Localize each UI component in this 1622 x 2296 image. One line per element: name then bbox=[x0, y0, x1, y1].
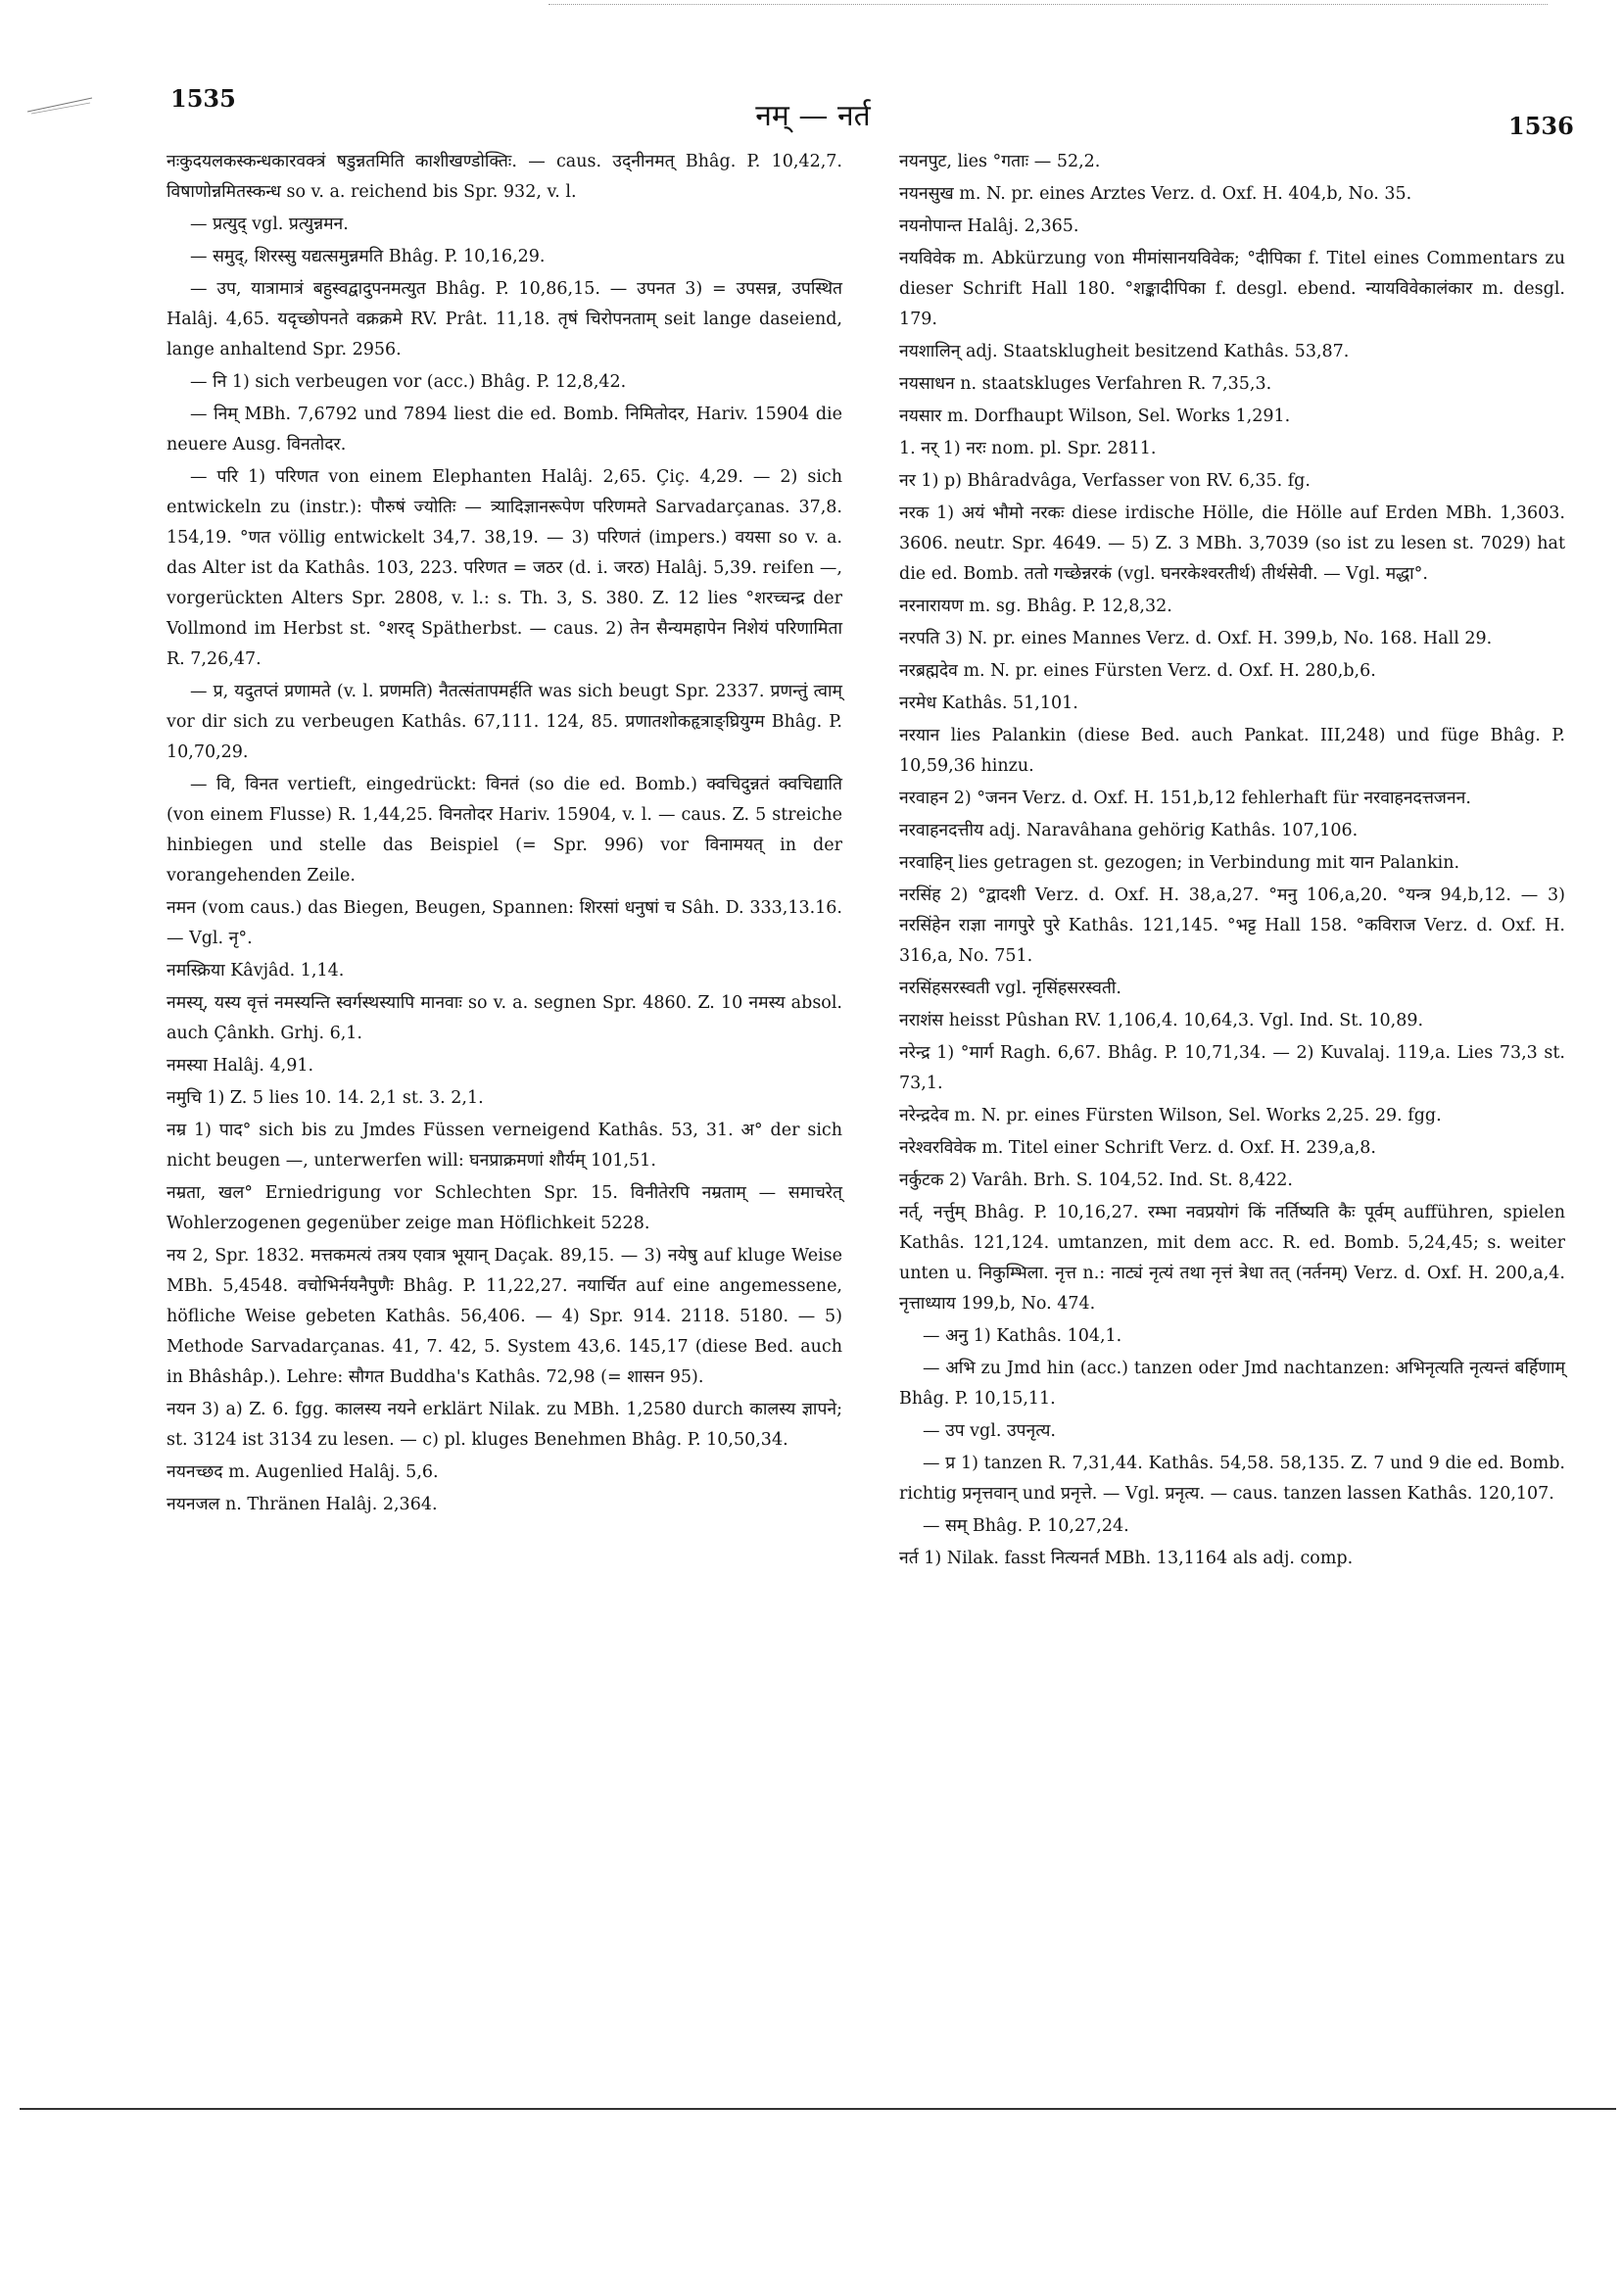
dictionary-entry: नयनच्छद m. Augenlied Halâj. 5,6. bbox=[167, 1462, 439, 1482]
page-number-left: 1535 bbox=[170, 84, 236, 113]
dictionary-entry: नरसिंहसरस्वती vgl. नृसिंहसरस्वती. bbox=[899, 979, 1121, 998]
dictionary-entry: — अनु 1) Kathâs. 104,1. bbox=[923, 1326, 1122, 1346]
dictionary-entry: नयनपुट, lies °गताः — 52,2. bbox=[899, 152, 1101, 171]
dictionary-entry: — प्र 1) tanzen R. 7,31,44. Kathâs. 54,58. 58,135. Z. 7 und 9 die ed. Bomb. richtig प्रनृत्तवान् und प्रनृत्ते. — Vgl. प्रनृत्य. — caus. tanzen lassen Kathâs. 120,107. bbox=[899, 1454, 1565, 1504]
dictionary-entry: नम्र 1) पाद° sich bis zu Jmdes Füssen verneigend Kathâs. 53, 31. अ° der sich nicht beugen —, unterwerfen will: घनप्राक्रमणां शौर्यम् 101,51. bbox=[167, 1121, 842, 1171]
top-dotted-rule bbox=[549, 4, 1548, 5]
bottom-rule bbox=[20, 2108, 1616, 2110]
dictionary-entry: नरब्रह्मदेव m. N. pr. eines Fürsten Verz. d. Oxf. H. 280,b,6. bbox=[899, 661, 1376, 681]
dictionary-entry: नरेन्द्र 1) °मार्ग Ragh. 6,67. Bhâg. P. 10,71,34. — 2) Kuvalaj. 119,a. Lies 73,3 st. 73,1. bbox=[899, 1043, 1565, 1093]
dictionary-entry: नर्त 1) Nilak. fasst नित्यनर्त MBh. 13,1164 als adj. comp. bbox=[899, 1549, 1354, 1568]
dictionary-entry: नरसिंह 2) °द्वादशी Verz. d. Oxf. H. 38,a,27. °मनु 106,a,20. °यन्त्र 94,b,12. — 3) नरसिंहेन राज्ञा नागपुरे पुरे Kathâs. 121,145. °भट्ट Hall 158. °कविराज Verz. d. Oxf. H. 316,a, No. 751. bbox=[899, 885, 1565, 966]
dictionary-entry: — उप vgl. उपनृत्य. bbox=[923, 1421, 1056, 1441]
dictionary-entry: नरमेध Kathâs. 51,101. bbox=[899, 694, 1078, 713]
left-column bbox=[167, 147, 842, 1522]
dictionary-entry: नम्रता, खल° Erniedrigung vor Schlechten Spr. 15. विनीतेरपि नम्रताम् — समाचरेत् Wohlerzogenen gegenüber zeige man Höflichkeit 5228. bbox=[167, 1183, 842, 1233]
dictionary-entry: — समुद्, शिरस्सु यद्यत्समुन्नमति Bhâg. P. 10,16,29. bbox=[190, 247, 546, 266]
right-column bbox=[899, 147, 1565, 1576]
dictionary-entry: — उप, यात्रामात्रं बहुस्वद्वादुपनमत्युत Bhâg. P. 10,86,15. — उपनत 3) = उपसन्न, उपस्थित Halâj. 4,65. यदृच्छोपनते वक्रक्रमे RV. Prât. 11,18. तृषं चिरोपनताम् seit lange daseiend, lange anhaltend Spr. 2956. bbox=[167, 279, 842, 359]
dictionary-entry: — निम् MBh. 7,6792 und 7894 liest die ed. Bomb. निमितोदर, Hariv. 15904 die neuere Ausg. विनतोदर. bbox=[167, 405, 842, 454]
dictionary-entry: नरेश्वरविवेक m. Titel einer Schrift Verz. d. Oxf. H. 239,a,8. bbox=[899, 1138, 1376, 1158]
dictionary-entry: नमस्या Halâj. 4,91. bbox=[167, 1056, 314, 1076]
dictionary-entry: नर्त्, नर्त्तुम् Bhâg. P. 10,16,27. रम्भा नवप्रयोगं किं नर्तिष्यति कैः पूर्वम् aufführen, spielen Kathâs. 121,124. umtanzen, mit dem acc. R. ed. Bomb. 5,24,45; s. weiter unten u. निकुम्भिला. नृत्त n.: नाट्यं नृत्यं तथा नृत्तं त्रेधा तत् (नर्तनम्) Verz. d. Oxf. H. 200,a,4. नृत्ताध्याय 199,b, No. 474. bbox=[899, 1203, 1565, 1314]
dictionary-entry: नयन 3) a) Z. 6. fgg. कालस्य नयने erklärt Nilak. zu MBh. 1,2580 durch कालस्य ज्ञापने; st. 3124 ist 3134 zu lesen. — c) pl. kluges Benehmen Bhâg. P. 10,50,34. bbox=[167, 1400, 842, 1450]
dictionary-entry: नरेन्द्रदेव m. N. pr. eines Fürsten Wilson, Sel. Works 2,25. 29. fgg. bbox=[899, 1106, 1442, 1125]
dictionary-entry: नमस्य्, यस्य वृत्तं नमस्यन्ति स्वर्गस्थस्यापि मानवाः so v. a. segnen Spr. 4860. Z. 10 नमस्य absol. auch Çânkh. Grhj. 6,1. bbox=[167, 993, 842, 1043]
dictionary-entry: नरपति 3) N. pr. eines Mannes Verz. d. Oxf. H. 399,b, No. 168. Hall 29. bbox=[899, 629, 1493, 648]
dictionary-entry: नमन (vom caus.) das Biegen, Beugen, Spannen: शिरसां धनुषां च Sâh. D. 333,13.16. — Vgl. नृ°. bbox=[167, 898, 842, 948]
dictionary-entry: नय 2, Spr. 1832. मत्तकमत्यं तत्रय एवात्र भूयान् Daçak. 89,15. — 3) नयेषु auf kluge Weise MBh. 5,4548. वचोभिर्नयनैपुणैः Bhâg. P. 11,22,27. नयार्चित auf eine angemessene, höfliche Weise gebeten Kathâs. 56,406. — 4) Spr. 914. 2118. 5180. — 5) Methode Sarvadarçanas. 41, 7. 42, 5. System 43,6. 145,17 (diese Bed. auch in Bhâshâp.). Lehre: सौगत Buddha's Kathâs. 72,98 (= शासन 95). bbox=[167, 1246, 842, 1387]
page-number-right: 1536 bbox=[1508, 112, 1574, 140]
margin-pencil-mark bbox=[25, 94, 94, 116]
dictionary-entry: — प्रत्युद् vgl. प्रत्युन्नमन. bbox=[190, 215, 349, 234]
dictionary-entry: नमुचि 1) Z. 5 lies 10. 14. 2,1 st. 3. 2,1. bbox=[167, 1088, 484, 1108]
dictionary-entry: नयशालिन् adj. Staatsklugheit besitzend Kathâs. 53,87. bbox=[899, 342, 1350, 361]
dictionary-entry: — वि, विनत vertieft, eingedrückt: विनतं (so die ed. Bomb.) क्वचिदुन्नतं क्वचिद्याति (von einem Flusse) R. 1,44,25. विनतोदर Hariv. 15904, v. l. — caus. Z. 5 streiche hinbiegen und stelle das Beispiel (= Spr. 996) vor विनामयत् in der vorangehenden Zeile. bbox=[167, 775, 842, 885]
dictionary-entry: नर 1) p) Bhâradvâga, Verfasser von RV. 6,35. fg. bbox=[899, 471, 1311, 491]
dictionary-entry: नरवाहन 2) °जनन Verz. d. Oxf. H. 151,b,12 fehlerhaft für नरवाहनदत्तजनन. bbox=[899, 789, 1471, 808]
dictionary-entry: — परि 1) परिणत von einem Elephanten Halâj. 2,65. Çiç. 4,29. — 2) sich entwickeln zu (instr.): पौरुषं ज्योतिः — त्र्यादिज्ञानरूपेण परिणमते Sarvadarçanas. 37,8. 154,19. °णत völlig entwickelt 34,7. 38,19. — 3) परिणतं (impers.) वयसा so v. a. das Alter ist da Kathâs. 103, 223. परिणत = जठर (d. i. जरठ) Halâj. 5,39. reifen —, vorgerückten Alters Spr. 2808, v. l.: s. Th. 3, S. 380. Z. 12 lies °शरच्चन्द्र der Vollmond im Herbst st. °शरद् Spätherbst. — caus. 2) तेन सैन्यमहापेन निशेयं परिणामिता R. 7,26,47. bbox=[167, 467, 842, 669]
dictionary-entry: — सम् Bhâg. P. 10,27,24. bbox=[923, 1516, 1129, 1536]
dictionary-entry: — प्र, यदुतप्तं प्रणामते (v. l. प्रणमति) नैतत्संतापमर्हति was sich beugt Spr. 2337. प्रणन्तुं त्वाम् vor dir sich zu verbeugen Kathâs. 67,111. 124, 85. प्रणातशोकहृत्राङ्घ्रियुग्म Bhâg. P. 10,70,29. bbox=[167, 682, 842, 762]
dictionary-entry: नरनारायण m. sg. Bhâg. P. 12,8,32. bbox=[899, 597, 1172, 616]
dictionary-entry: नमस्क्रिया Kâvjâd. 1,14. bbox=[167, 961, 345, 981]
dictionary-entry: नयसाधन n. staatskluges Verfahren R. 7,35,3. bbox=[899, 374, 1272, 394]
dictionary-entry: नयनोपान्त Halâj. 2,365. bbox=[899, 216, 1079, 236]
dictionary-entry: नरवाहनदत्तीय adj. Naravâhana gehörig Kathâs. 107,106. bbox=[899, 821, 1359, 840]
dictionary-entry: नर्कुटक 2) Varâh. Brh. S. 104,52. Ind. St. 8,422. bbox=[899, 1171, 1293, 1190]
dictionary-entry: नराशंस heisst Pûshan RV. 1,106,4. 10,64,3. Vgl. Ind. St. 10,89. bbox=[899, 1011, 1424, 1030]
dictionary-entry: नयनजल n. Thränen Halâj. 2,364. bbox=[167, 1495, 438, 1514]
dictionary-entry: — अभि zu Jmd hin (acc.) tanzen oder Jmd nachtanzen: अभिनृत्यति नृत्यन्तं बर्हिणाम् Bhâg. P. 10,15,11. bbox=[899, 1359, 1565, 1409]
dictionary-entry: नयसार m. Dorfhaupt Wilson, Sel. Works 1,291. bbox=[899, 407, 1291, 426]
dictionary-entry: नरवाहिन् lies getragen st. gezogen; in Verbindung mit यान Palankin. bbox=[899, 853, 1460, 873]
dictionary-entry: नरक 1) अयं भौमो नरकः diese irdische Hölle, die Hölle auf Erden MBh. 1,3603. 3606. neutr. Spr. 4649. — 5) Z. 3 MBh. 3,7039 (so ist zu lesen st. 7029) hat die ed. Bomb. ततो गच्छेन्नरकं (vgl. घनरकेश्वरतीर्थ) तीर्थसेवी. — Vgl. मद्धा°. bbox=[899, 503, 1565, 584]
dictionary-entry: नःकुदयलकस्कन्धकारवक्त्रं षडुन्नतमिति काशीखण्डोक्तिः. — caus. उद्नीनमत् Bhâg. P. 10,42,7. विषाणोन्नमितस्कन्ध so v. a. reichend bis Spr. 932, v. l. bbox=[167, 152, 842, 202]
dictionary-entry: 1. नर् 1) नरः nom. pl. Spr. 2811. bbox=[899, 439, 1157, 458]
dictionary-entry: नयविवेक m. Abkürzung von मीमांसानयविवेक; °दीपिका f. Titel eines Commentars zu dieser Schrift Hall 180. °शङ्कादीपिका f. desgl. ebend. न्यायविवेकालंकार m. desgl. 179. bbox=[899, 249, 1565, 329]
dictionary-entry: नयनसुख m. N. pr. eines Arztes Verz. d. Oxf. H. 404,b, No. 35. bbox=[899, 184, 1412, 204]
running-header-title: नम् — नर्त bbox=[755, 99, 871, 133]
dictionary-entry: — नि 1) sich verbeugen vor (acc.) Bhâg. P. 12,8,42. bbox=[190, 372, 627, 392]
dictionary-entry: नरयान lies Palankin (diese Bed. auch Pankat. III,248) und füge Bhâg. P. 10,59,36 hinzu. bbox=[899, 726, 1565, 776]
